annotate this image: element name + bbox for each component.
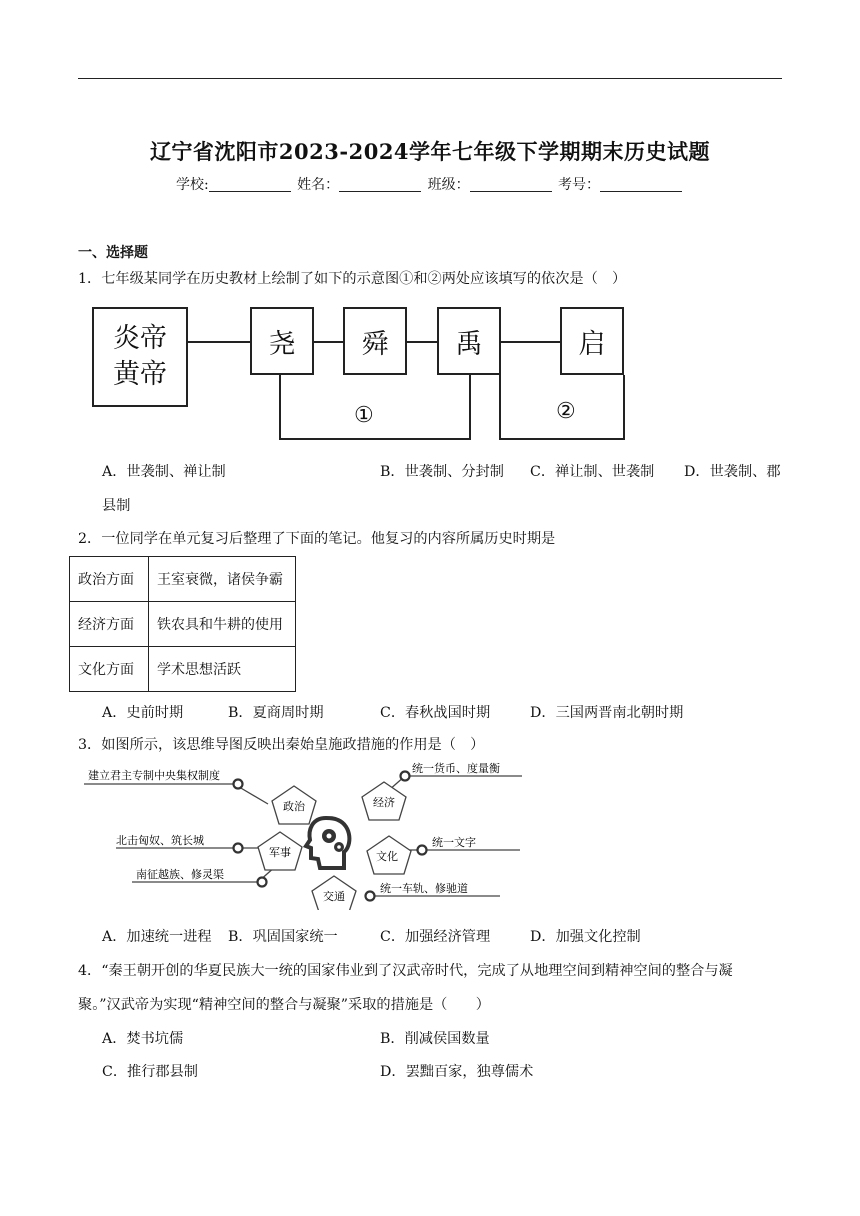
transport-item: 统一车轨、修驰道 [380,882,468,895]
q4-option-c[interactable]: C．推行郡县制 [102,1064,198,1080]
qi-label: 启 [578,328,606,360]
huangdi-label: 黄帝 [113,359,167,390]
q1-option-c[interactable]: C．禅让制、世袭制 [530,464,655,480]
q2-option-d[interactable]: D．三国两晋南北朝时期 [530,705,684,721]
q1-option-d[interactable]: D．世袭制、郡 [684,464,781,480]
table-row [70,647,296,692]
q3-option-a[interactable]: A．加速统一进程 [102,929,212,945]
transport-label: 交通 [323,890,345,903]
q4-option-a[interactable]: A．焚书坑儒 [102,1031,184,1047]
q3-option-c[interactable]: C．加强经济管理 [380,929,491,945]
q1-option-d-continued: 县制 [102,498,131,514]
q2-notes-table [69,556,296,692]
qi-box [560,307,624,375]
school-blank[interactable] [209,177,291,192]
page-title: 辽宁省沈阳市2023-2024学年七年级下学期期末历史试题 [149,139,711,164]
q3-stem: 3．如图所示，该思维导图反映出秦始皇施政措施的作用是（ ） [78,737,485,753]
student-info-line [0,174,860,194]
q2-option-b[interactable]: B．夏商周时期 [228,705,324,721]
q2-stem: 2．一位同学在单元复习后整理了下面的笔记。他复习的内容所属历史时期是 [78,531,556,547]
blank-mark-1: ① [354,403,374,428]
shun-label: 舜 [361,328,389,360]
school-label: 学校: [175,177,209,193]
number-label: 考号： [558,177,601,193]
yao-label: 尧 [268,328,296,360]
military-label: 军事 [269,846,291,859]
yu-box [437,307,501,375]
military-item-1: 北击匈奴、筑长城 [116,834,204,847]
table-cell-content: 学术思想活跃 [149,647,296,692]
section-heading: 一、选择题 [78,245,148,261]
culture-item: 统一文字 [432,836,476,849]
table-cell-aspect: 经济方面 [70,602,149,647]
politics-item: 建立君主专制中央集权制度 [88,769,220,782]
table-cell-content: 王室衰微，诸侯争霸 [149,557,296,602]
q2-option-c[interactable]: C．春秋战国时期 [380,705,491,721]
table-row [70,602,296,647]
number-blank[interactable] [600,177,682,192]
politics-label: 政治 [283,800,305,813]
q4-stem-line-1: 4．“秦王朝开创的华夏民族大一统的国家伟业到了汉武帝时代，完成了从地理空间到精神空间的整合与凝 [78,963,733,979]
q3-option-d[interactable]: D．加强文化控制 [530,929,641,945]
economy-label: 经济 [373,796,395,809]
economy-item: 统一货币、度量衡 [412,762,500,775]
table-cell-content: 铁农具和牛耕的使用 [149,602,296,647]
q1-option-a[interactable]: A．世袭制、禅让制 [102,464,226,480]
yandi-huangdi-box [92,307,188,407]
header-rule [78,78,782,79]
q1-stem: 1．七年级某同学在历史教材上绘制了如下的示意图①和②两处应该填写的依次是（ ） [78,271,627,287]
yao-box [250,307,314,375]
head-gears-icon [306,818,349,868]
name-blank[interactable] [339,177,421,192]
yandi-label: 炎帝 [113,323,167,354]
table-row [70,557,296,602]
q3-option-b[interactable]: B．巩固国家统一 [228,929,338,945]
class-blank[interactable] [470,177,552,192]
yu-label: 禹 [455,328,483,360]
q4-option-b[interactable]: B．削减侯国数量 [380,1031,490,1047]
shun-box [343,307,407,375]
culture-label: 文化 [376,850,398,863]
blank-mark-2: ② [556,399,576,424]
q4-option-d[interactable]: D．罢黜百家，独尊儒术 [380,1064,534,1080]
q1-diagram [90,305,650,445]
q3-mindmap [80,760,530,910]
name-label: 姓名： [297,177,340,193]
q4-stem-line-2: 聚。”汉武帝为实现“精神空间的整合与凝聚”采取的措施是（ ） [78,997,490,1013]
table-cell-aspect: 政治方面 [70,557,149,602]
class-label: 班级： [427,177,470,193]
q2-option-a[interactable]: A．史前时期 [102,705,184,721]
military-item-2: 南征越族、修灵渠 [136,868,224,881]
table-cell-aspect: 文化方面 [70,647,149,692]
q1-option-b[interactable]: B．世袭制、分封制 [380,464,504,480]
